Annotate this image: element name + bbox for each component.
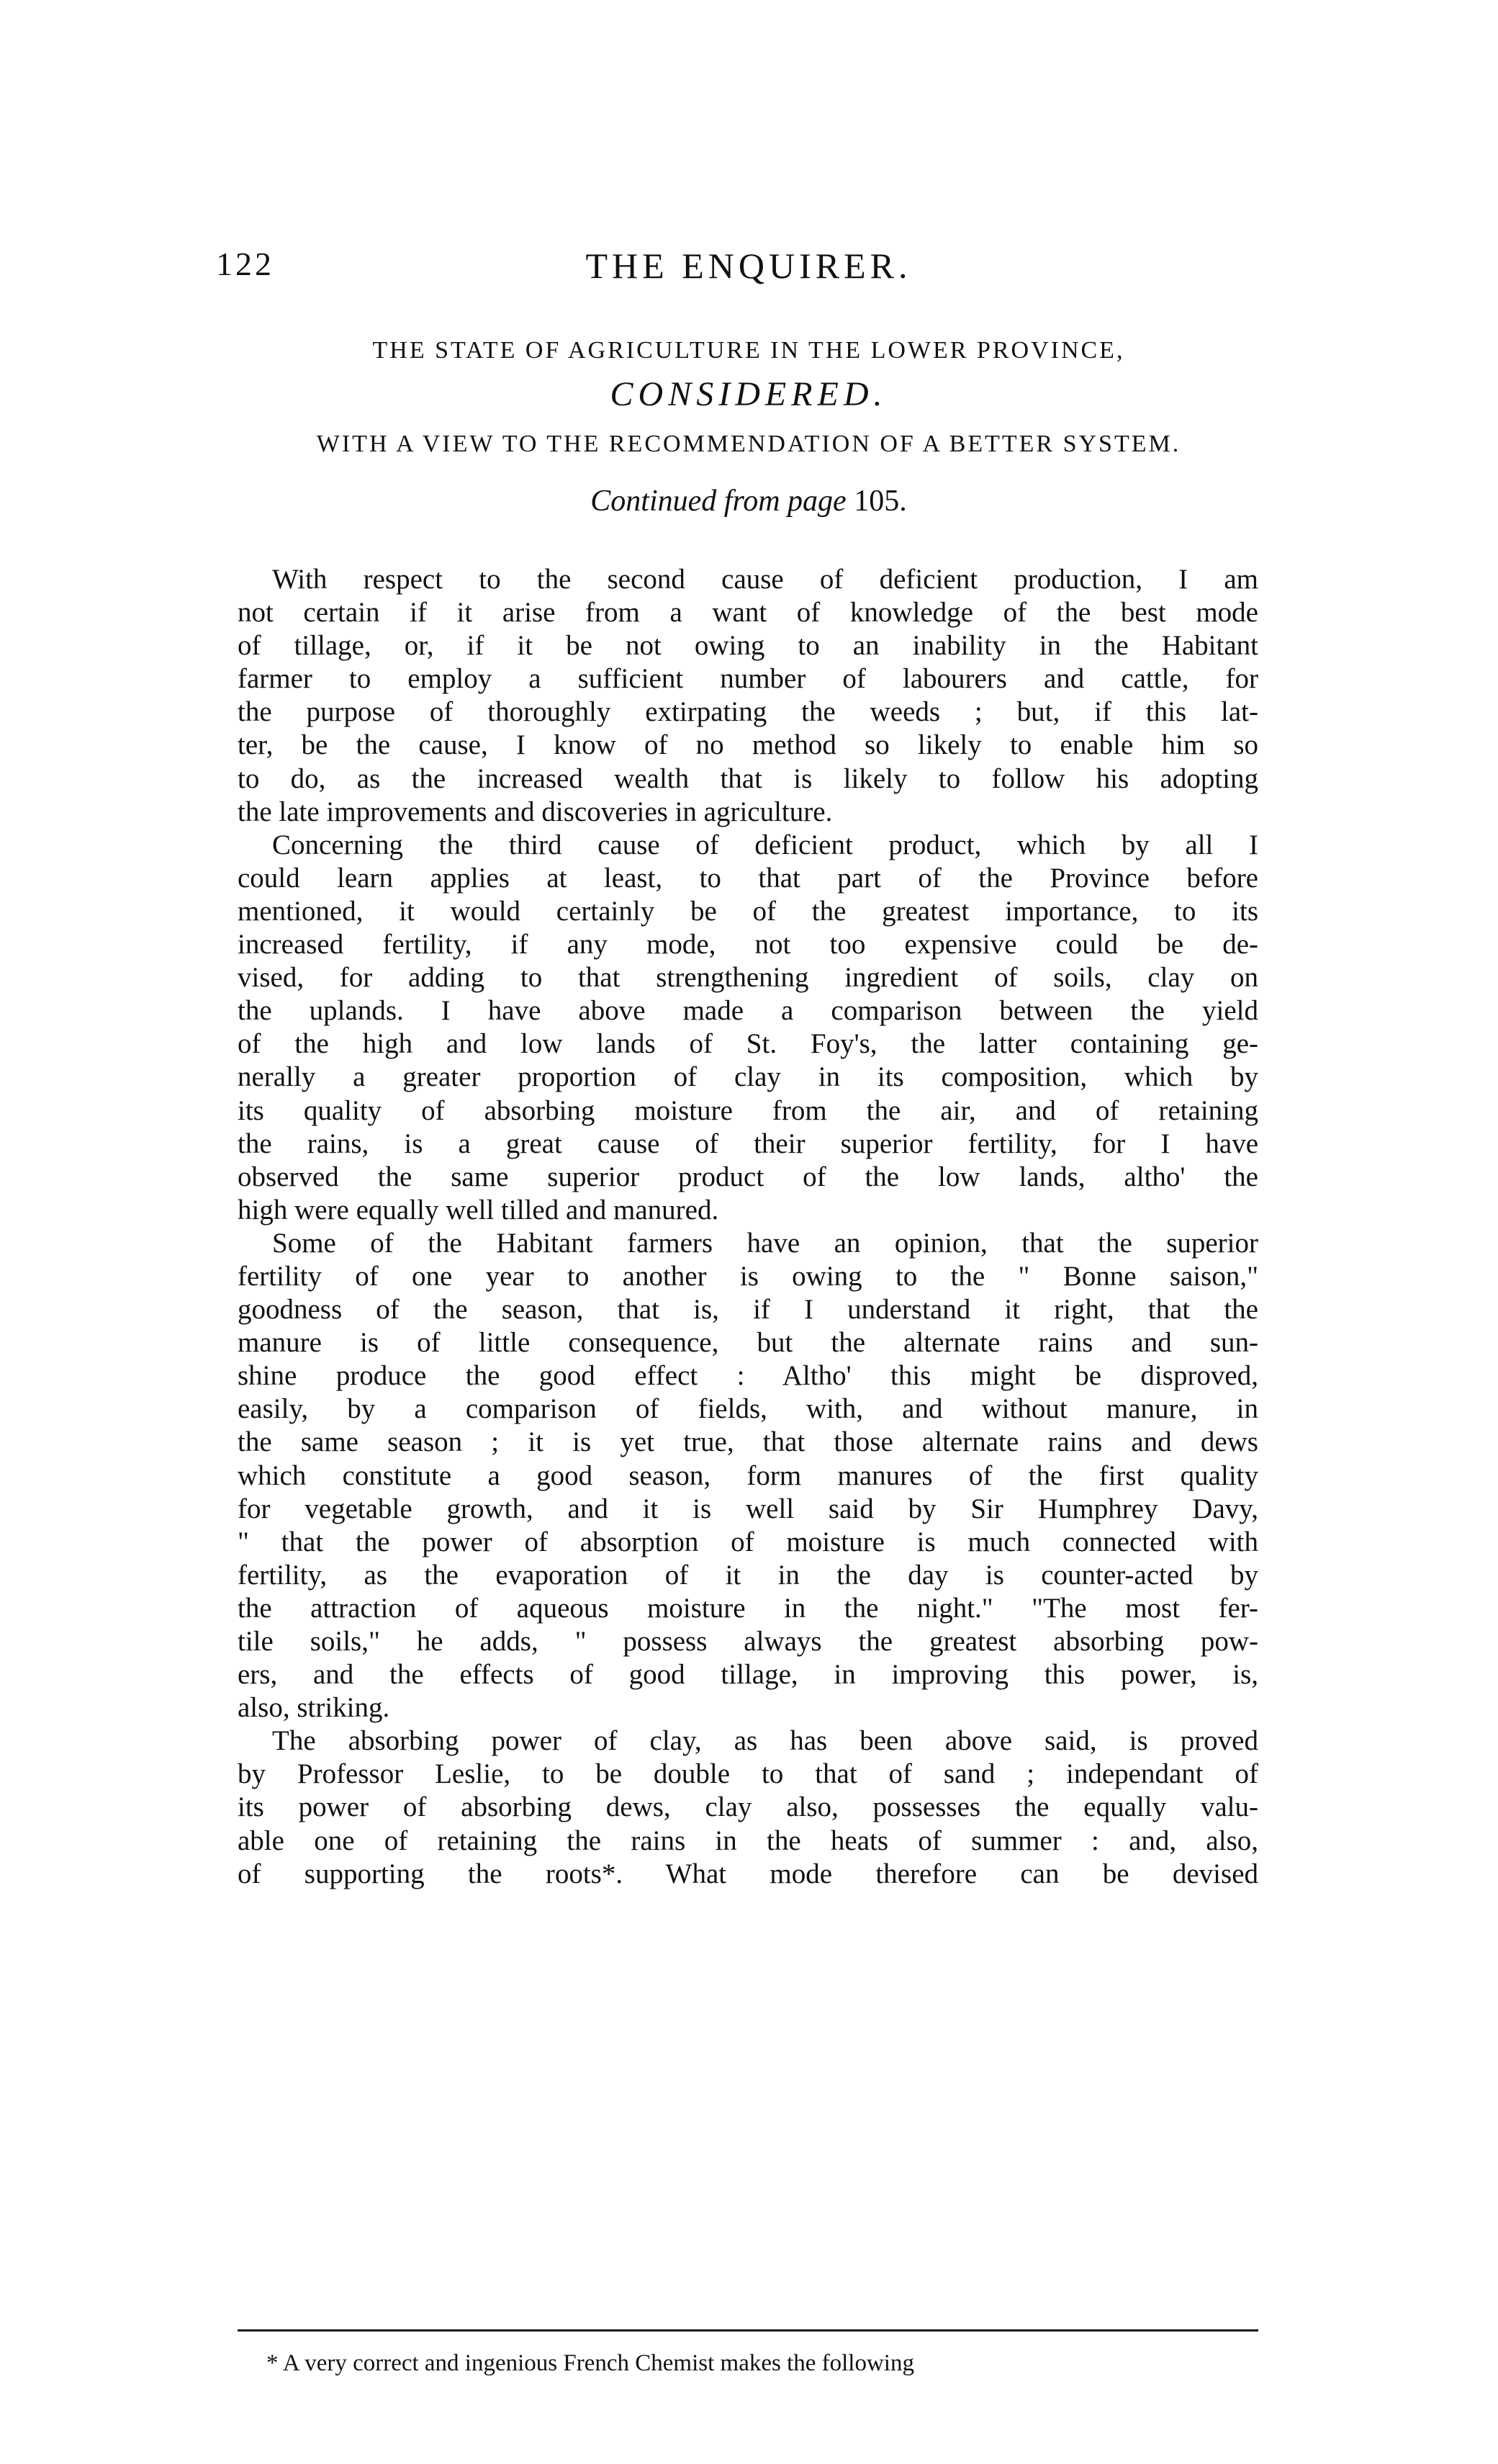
text-line: easily, by a comparison of fields, with, and without manure, in (238, 1393, 1258, 1425)
text-line: the purpose of thoroughly extirpating the weeds ; but, if this lat- (238, 696, 1258, 728)
text-line: to do, as the increased wealth that is likely to follow his adopting (238, 763, 1258, 794)
running-head (216, 245, 1281, 302)
text-line: its quality of absorbing moisture from the air, and of retaining (238, 1094, 1258, 1126)
text-line: increased fertility, if any mode, not too expensive could be de- (238, 929, 1258, 961)
text-line: tile soils," he adds, " possess always the greatest absorbing pow- (238, 1626, 1258, 1657)
text-line: nerally a greater proportion of clay in its composition, which by (238, 1061, 1258, 1093)
text-line: mentioned, it would certainly be of the greatest importance, to its (238, 895, 1258, 927)
text-line: the attraction of aqueous moisture in the night." "The most fer- (238, 1592, 1258, 1624)
text-line: fertility, as the evaporation of it in the day is counter-acted by (238, 1559, 1258, 1591)
text-line: its power of absorbing dews, clay also, possesses the equally valu- (238, 1791, 1258, 1823)
text-line: the late improvements and discoveries in agriculture. (238, 796, 833, 827)
text-line: Concerning the third cause of deficient product, which by all I (272, 829, 1258, 860)
page-number: 122 (216, 246, 274, 282)
text-line: high were equally well tilled and manured. (238, 1194, 719, 1226)
text-line: ers, and the effects of good tillage, in improving this power, is, (238, 1659, 1258, 1691)
text-line: manure is of little consequence, but the alternate rains and sun- (238, 1327, 1258, 1359)
text-line: of supporting the roots*. What mode therefore can be devised (238, 1858, 1258, 1889)
continued-note (216, 484, 1281, 518)
text-line: the same season ; it is yet true, that those alternate rains and dews (238, 1426, 1258, 1458)
text-line: able one of retaining the rains in the heats of summer : and, also, (238, 1825, 1258, 1856)
text-line: also, striking. (238, 1692, 390, 1724)
text-line: could learn applies at least, to that part of the Province before (238, 862, 1258, 894)
text-line: not certain if it arise from a want of knowledge of the best mode (238, 597, 1258, 629)
text-line: Some of the Habitant farmers have an opinion, that the superior (272, 1227, 1258, 1259)
article-title-line-2: CONSIDERED. (610, 375, 888, 413)
text-line: The absorbing power of clay, as has been above said, is proved (272, 1725, 1258, 1757)
continued-label: Continued from page (590, 485, 847, 518)
text-line: which constitute a good season, form manures of the first quality (238, 1460, 1258, 1491)
text-line: With respect to the second cause of deficient production, I am (272, 564, 1258, 595)
text-line: shine produce the good effect : Altho' this might be disproved, (238, 1360, 1258, 1392)
text-line: the rains, is a great cause of their superior fertility, for I have (238, 1128, 1258, 1159)
text-line: for vegetable growth, and it is well said by Sir Humphrey Davy, (238, 1493, 1258, 1524)
text-line: observed the same superior product of the low lands, altho' the (238, 1161, 1258, 1192)
journal-title: THE ENQUIRER. (585, 246, 912, 286)
text-line: fertility of one year to another is owing to the " Bonne saison," (238, 1260, 1258, 1292)
text-line: ter, be the cause, I know of no method so likely to enable him so (238, 729, 1258, 761)
text-line: of the high and low lands of St. Foy's, the latter containing ge- (238, 1028, 1258, 1060)
text-line: farmer to employ a sufficient number of labourers and cattle, for (238, 663, 1258, 695)
article-title-line-3: WITH A VIEW TO THE RECOMMENDATION OF A BETTER SYSTEM. (316, 431, 1181, 457)
article-body (238, 563, 1258, 1891)
text-line: vised, for adding to that strengthening ingredient of soils, clay on (238, 962, 1258, 994)
footnote: * A very correct and ingenious French Chemist makes the following (266, 2350, 914, 2376)
text-line: of tillage, or, if it be not owing to an inability in the Habitant (238, 630, 1258, 662)
continued-page: 105. (854, 485, 907, 518)
footnote-rule (238, 2329, 1258, 2332)
text-line: " that the power of absorption of moisture is much connected with (238, 1526, 1258, 1557)
article-title-line-1: THE STATE OF AGRICULTURE IN THE LOWER PROVINCE, (372, 337, 1125, 364)
text-line: the uplands. I have above made a comparison between the yield (238, 995, 1258, 1027)
text-line: goodness of the season, that is, if I understand it right, that the (238, 1294, 1258, 1326)
text-line: by Professor Leslie, to be double to that of sand ; independant of (238, 1758, 1258, 1790)
